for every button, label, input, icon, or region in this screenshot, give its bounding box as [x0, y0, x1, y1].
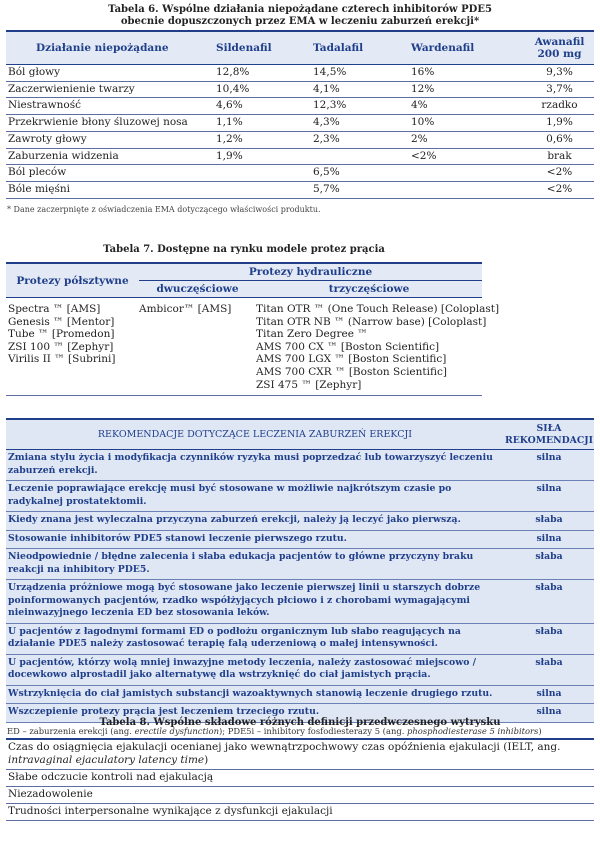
- recommendations-body: [6, 450, 594, 723]
- table6-cell: 12,3%: [313, 98, 411, 115]
- recommendation-text: U pacjentów, którzy wolą mniej inwazyjne metody leczenia, należy zastosować miejscowo / docewkowo alprostadil jako alternatywę dla wstrzyknięć do ciał jamistych prącia.: [6, 654, 504, 685]
- recommendation-row: [6, 549, 594, 580]
- table8-row1-part: ): [204, 754, 209, 766]
- table6-cell: 12,8%: [216, 65, 313, 82]
- table8-caption: Tabela 8. Wspólne składowe różnych definicji przedwczesnego wytrysku: [99, 717, 501, 728]
- table6-caption: [6, 4, 594, 28]
- table6-cell: 2,3%: [313, 131, 411, 148]
- table6-cell: 4,6%: [216, 98, 313, 115]
- table6-row: [6, 65, 594, 82]
- recommendations-header-row: [6, 419, 594, 450]
- recommendation-strength: silna: [504, 450, 594, 481]
- recommendation-text: Wstrzyknięcia do ciał jamistych substancji wazoaktywnych stanowią leczenie drugiego rzutu.: [6, 685, 504, 704]
- table7-caption: Tabela 7. Dostępne na rynku modele protez prącia: [103, 244, 385, 255]
- table6-cell: Niestrawność: [6, 98, 216, 115]
- table6-row: [6, 131, 594, 148]
- table6-row: [6, 81, 594, 98]
- table7-header-semi: Protezy półsztywne: [6, 263, 139, 298]
- recommendation-strength: słaba: [504, 549, 594, 580]
- recommendation-text: Nieodpowiednie / błędne zalecenia i słaba edukacja pacjentów to główne przyczyny braku reakcji na inhibitory PDE5.: [6, 549, 504, 580]
- recommendation-text: U pacjentów z łagodnymi formami ED o podłożu organicznym lub słabo reagujących na działanie PDE5 należy zastosować terapię falą uderzeniową o małej intensywności.: [6, 623, 504, 654]
- table6-cell: Zawroty głowy: [6, 131, 216, 148]
- table6-caption-line1: Tabela 6. Wspólne działania niepożądane czterech inhibitorów PDE5: [108, 4, 492, 15]
- recommendation-text: Kiedy znana jest wyleczalna przyczyna zaburzeń erekcji, należy ją leczyć jako pierwszą.: [6, 512, 504, 531]
- table8-cell: Słabe odczucie kontroli nad ejakulacją: [6, 770, 594, 787]
- table6-cell: 4,1%: [313, 81, 411, 98]
- table8-cell: Niezadowolenie: [6, 787, 594, 804]
- table7-section: [6, 244, 500, 396]
- table6-cell: [411, 181, 525, 198]
- table6-row: [6, 148, 594, 165]
- table6-section: [6, 4, 594, 214]
- table6-cell: Ból pleców: [6, 165, 216, 182]
- table6-cell: Zaburzenia widzenia: [6, 148, 216, 165]
- table7: [6, 262, 500, 396]
- table6-cell: 10%: [411, 115, 525, 132]
- recommendations-table: [6, 418, 594, 723]
- table8-row: [6, 804, 594, 821]
- table7-three-cell: [256, 298, 500, 396]
- table8-row: [6, 787, 594, 804]
- three-piece-prosthesis-item: Titan OTR NB ™ (Narrow base) [Coloplast]: [256, 315, 487, 328]
- table6-caption-line2: obecnie dopuszczonych przez EMA w leczeniu zaburzeń erekcji*: [120, 16, 480, 27]
- footnote-part: ED – zaburzenia erekcji (ang.: [7, 725, 135, 736]
- table6-footnote: * Dane zaczerpnięte z oświadczenia EMA dotyczącego właściwości produktu.: [7, 204, 321, 214]
- table6-body: [6, 65, 594, 199]
- table7-row: [6, 298, 482, 396]
- table6-cell: <2%: [411, 148, 525, 165]
- three-piece-prosthesis-item: Titan Zero Degree ™: [256, 328, 368, 341]
- table6-cell: 12%: [411, 81, 525, 98]
- three-piece-prosthesis-item: AMS 700 CXR ™ [Boston Scientific]: [256, 365, 447, 378]
- recommendation-row: [6, 450, 594, 481]
- table6-cell: 9,3%: [525, 65, 594, 82]
- three-piece-prosthesis-item: AMS 700 CX ™ [Boston Scientific]: [256, 340, 440, 353]
- table6-cell: 2%: [411, 131, 525, 148]
- recommendation-strength: słaba: [504, 623, 594, 654]
- recommendation-strength: silna: [504, 530, 594, 549]
- footnote-part-italic: phosphodiesterase 5 inhibitors: [407, 725, 539, 736]
- table7-header-hydraulic: Protezy hydrauliczne: [139, 263, 482, 281]
- recommendations-header-right: SIŁA REKOMENDACJI: [504, 419, 594, 450]
- table6-header-cell: Działanie niepożądane: [6, 31, 216, 65]
- table6-cell: [216, 165, 313, 182]
- table6-cell: Bóle mięśni: [6, 181, 216, 198]
- table6-cell: [216, 181, 313, 198]
- recommendation-text: Leczenie poprawiające erekcję musi być stosowane w możliwie najkrótszym czasie po radykalnej prostatektomii.: [6, 481, 504, 512]
- table6: [6, 30, 594, 199]
- recommendation-row: [6, 623, 594, 654]
- table6-header-cell: Sildenafil: [216, 31, 313, 65]
- recommendation-row: [6, 481, 594, 512]
- table6-cell: 1,1%: [216, 115, 313, 132]
- table8-row1-italic: intravaginal ejaculatory latency time: [8, 754, 205, 766]
- semi-rigid-prosthesis-item: Spectra ™ [AMS]: [8, 303, 101, 315]
- table6-cell: Ból głowy: [6, 65, 216, 82]
- table6-cell: 16%: [411, 65, 525, 82]
- table6-cell: brak: [525, 148, 594, 165]
- table7-header-three: trzyczęściowe: [256, 281, 482, 298]
- recommendation-row: [6, 580, 594, 624]
- table6-row: [6, 115, 594, 132]
- table7-header-two: dwuczęściowe: [139, 281, 256, 298]
- recommendation-row: [6, 512, 594, 531]
- table6-cell: 1,9%: [216, 148, 313, 165]
- table6-cell: <2%: [525, 165, 594, 182]
- two-piece-prosthesis-item: Ambicor™ [AMS]: [139, 303, 232, 315]
- recommendation-strength: silna: [504, 481, 594, 512]
- table6-cell: 1,2%: [216, 131, 313, 148]
- recommendation-row: [6, 654, 594, 685]
- recommendations-section: [6, 418, 594, 736]
- semi-rigid-prosthesis-item: ZSI 100 ™ [Zephyr]: [8, 340, 114, 353]
- table6-row: [6, 98, 594, 115]
- semi-rigid-prosthesis-item: Virilis II ™ [Subrini]: [8, 353, 116, 366]
- table8-row: [6, 770, 594, 787]
- three-piece-prosthesis-item: AMS 700 LGX ™ [Boston Scientific]: [256, 353, 447, 366]
- table6-row: [6, 181, 594, 198]
- footnote-part: ): [538, 725, 542, 736]
- table6-cell: 4,3%: [313, 115, 411, 132]
- table8-cell: [6, 739, 594, 770]
- table6-cell: rzadko: [525, 98, 594, 115]
- recommendation-row: [6, 530, 594, 549]
- table8-cell: Trudności interpersonalne wynikające z dysfunkcji ejakulacji: [6, 804, 594, 821]
- table8-body: [6, 739, 594, 821]
- three-piece-prosthesis-item: ZSI 475 ™ [Zephyr]: [256, 378, 362, 391]
- table6-header-cell: Awanafil 200 mg: [525, 31, 594, 65]
- recommendation-text: Wszczepienie protezy prącia jest leczeniem trzeciego rzutu.: [6, 704, 504, 723]
- recommendations-header-left: REKOMENDACJE DOTYCZĄCE LECZENIA ZABURZEŃ EREKCJI: [6, 419, 504, 450]
- footnote-part-italic: erectile dysfunction: [134, 725, 219, 736]
- table6-cell: 1,9%: [525, 115, 594, 132]
- table6-cell: 0,6%: [525, 131, 594, 148]
- table6-header-cell: Wardenafil: [411, 31, 525, 65]
- table8: [6, 738, 594, 821]
- table6-cell: 10,4%: [216, 81, 313, 98]
- semi-rigid-prosthesis-item: Genesis ™ [Mentor]: [8, 315, 115, 328]
- table6-cell: 3,7%: [525, 81, 594, 98]
- table7-two-cell: [139, 298, 256, 396]
- recommendation-strength: słaba: [504, 654, 594, 685]
- recommendation-strength: słaba: [504, 580, 594, 624]
- recommendation-row: [6, 685, 594, 704]
- three-piece-prosthesis-item: Titan OTR ™ (One Touch Release) [Coloplast]: [256, 303, 500, 315]
- table6-row: [6, 165, 594, 182]
- table6-cell: <2%: [525, 181, 594, 198]
- table7-semi-cell: [6, 298, 139, 396]
- table6-cell: 4%: [411, 98, 525, 115]
- table6-cell: Przekrwienie błony śluzowej nosa: [6, 115, 216, 132]
- recommendation-text: Stosowanie inhibitorów PDE5 stanowi leczenie pierwszego rzutu.: [6, 530, 504, 549]
- recommendation-strength: słaba: [504, 512, 594, 531]
- table6-header-row: [6, 31, 594, 65]
- table8-row: [6, 739, 594, 770]
- table6-header-cell: Tadalafil: [313, 31, 411, 65]
- table8-section: [6, 717, 594, 821]
- recommendation-strength: silna: [504, 685, 594, 704]
- recommendation-text: Zmiana stylu życia i modyfikacja czynników ryzyka musi poprzedzać lub towarzyszyć leczeniu zaburzeń erekcji.: [6, 450, 504, 481]
- table6-cell: 6,5%: [313, 165, 411, 182]
- table6-cell: [313, 148, 411, 165]
- semi-rigid-prosthesis-item: Tube ™ [Promedon]: [8, 328, 115, 341]
- table6-cell: 5,7%: [313, 181, 411, 198]
- recommendation-strength: silna: [504, 704, 594, 723]
- table7-header-row1: [6, 263, 482, 281]
- table6-cell: Zaczerwienienie twarzy: [6, 81, 216, 98]
- table8-row1-part: Czas do osiągnięcia ejakulacji ocenianej jako wewnątrzpochwowy czas opóźnienia ejakulacji (IELT, ang.: [8, 741, 561, 753]
- table6-cell: 14,5%: [313, 65, 411, 82]
- table6-cell: [411, 165, 525, 182]
- footnote-part: ); PDE5i – inhibitory fosfodiesterazy 5 (ang.: [218, 725, 408, 736]
- recommendation-text: Urządzenia próżniowe mogą być stosowane jako leczenie pierwszej linii u starszych dobrze poinformowanych pacjentów, rzadko współżyjących płciowo i z chorobami wymagającymi nieinwazyjnego leczenia ED bez stosowania leków.: [6, 580, 504, 624]
